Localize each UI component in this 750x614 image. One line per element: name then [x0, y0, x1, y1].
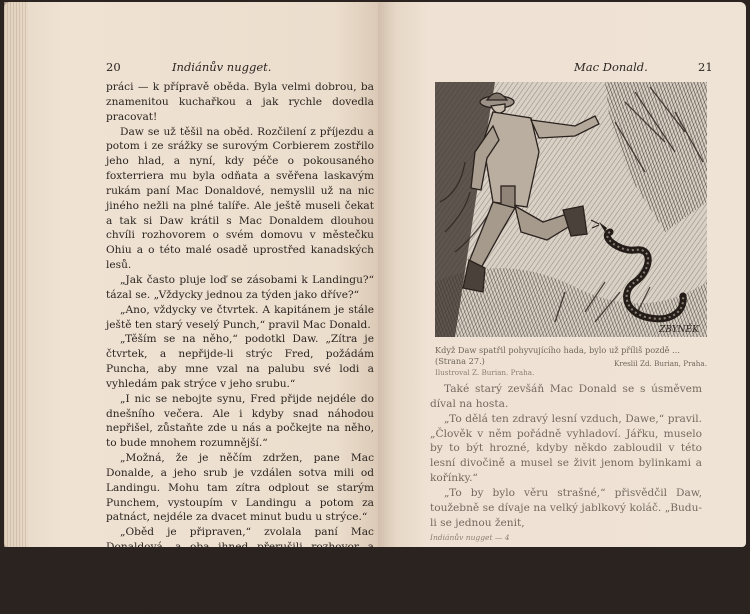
paragraph: Také starý zevšáň Mac Donald se s úsměvem díval na hosta.	[430, 383, 702, 410]
right-page-number: 21	[698, 60, 713, 74]
paragraph: „Jak často pluje loď se zásobami k Landingu?“ tázal se. „Vždycky jednou za týden jako dříve?“	[106, 273, 374, 301]
illustration-drawing	[435, 82, 707, 337]
illustration-credit: Kreslil Zd. Burian, Praha.	[614, 359, 707, 368]
paragraph: „Oběd je připraven,“ zvolala paní Mac Donaldová, a oba ihned přerušili rozhovor a chutě usedli ke stolu. Dawova chuť k jídlu se ještě zvýšila, když viděl na stole mnoho dobrých věcí, a paní Mac Donaldová se s potěšením dívala, jak mu všechno chutná.	[106, 526, 374, 613]
paragraph: práci — k přípravě oběda. Byla velmi dobrou, ba znamenitou kuchařkou a jak rychle dovedla pracovat!	[106, 81, 374, 123]
paragraph: „Možná, že je něčím zdržen, pane Mac Donalde, a jeho srub je vzdálen sotva mili od Landingu. Mohu tam zítra odplout se starým Punchem, vystoupím v Landingu a potom za patnáct, nejdéle za dvacet minut budu u strýce.“	[106, 452, 374, 524]
right-running-head: Mac Donald.	[574, 60, 648, 74]
paragraph: Daw se už těšil na oběd. Rozčilení z příjezdu a potom i ze srážky se surovým Corbierem zostřilo jeho hlad, a nyní, kdy péče o pokousaného foxterriera mu byla odňata a svěřena laskavým rukám paní Mac Donaldové, nemyslil už na nic jiného nežli na plné talíře. Ale ještě museli čekat a tak si Daw krátil s Mac Donaldem dlouhou chvíli rozhovorem o svém domovu v městečku Ohiu a o této malé osadě uprostřed kanadských lesů.	[106, 125, 374, 272]
paragraph: „Těším se na něho,“ podotkl Daw. „Zítra je čtvrtek, a nepřijde-li strýc Fred, požádám Puncha, aby mne vzal na palubu své lodi a vyhledám pak strýce v jeho srubu.“	[106, 333, 374, 390]
illustration	[435, 82, 707, 337]
paragraph: „I nic se nebojte synu, Fred přijde nejdéle do dnešního večera. Ale i kdyby snad náhodou nepřišel, zůstaňte zde u nás a počkejte na něho, to bude mnohem rozumnější.“	[106, 392, 374, 450]
page-edge-stack	[4, 2, 28, 547]
paragraph: „To by bylo věru strašné,“ přisvědčil Daw, toužebně se dívaje na velký jablkový koláč. „Budu-li se jednou ženit,	[430, 486, 702, 529]
left-page-number: 20	[106, 60, 121, 74]
left-page	[4, 2, 378, 613]
paragraph: „To dělá ten zdravý lesní vzduch, Dawe,“ pravil. „Člověk v něm pořádně vyhladoví. Jářku, muselo by to být hrozné, kdyby někdo zabloudil v této lesní divočině a musel se živit jenom bylinkami a kořínky.“	[430, 412, 702, 485]
caption-line-2: Ilustroval Z. Burian. Praha.	[435, 368, 535, 377]
right-page	[378, 2, 746, 547]
right-body-text	[430, 382, 702, 530]
book-spread	[4, 2, 746, 613]
caption-line: Když Daw spatřil pohyvujícího hada, bylo už příliš pozdě ... (Strana 27.)	[435, 345, 680, 366]
page-footer-signature: Indiánův nugget — 4	[430, 533, 510, 542]
left-body-text	[106, 80, 374, 614]
left-running-head: Indiánův nugget.	[172, 60, 272, 74]
illustrator-signature: ZBYNĚK	[659, 325, 699, 335]
illustration-caption	[435, 345, 707, 378]
paragraph: „Ano, vždycky ve čtvrtek. A kapitánem je stále ještě ten starý veselý Punch,“ pravil Mac Donald.	[106, 303, 374, 331]
